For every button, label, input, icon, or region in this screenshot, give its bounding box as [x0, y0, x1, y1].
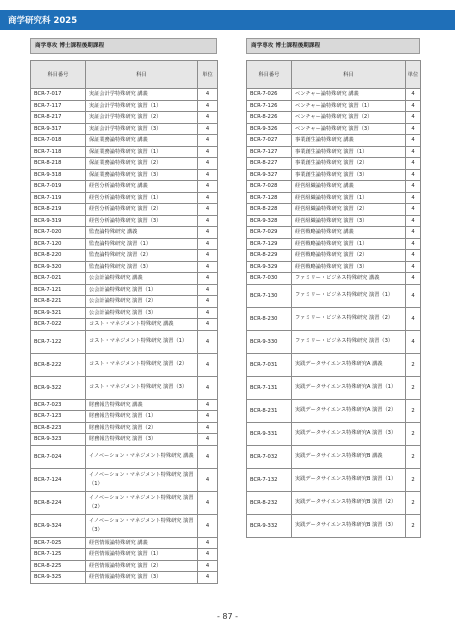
course-unit-cell: 4: [198, 560, 218, 572]
table-row: [31, 537, 218, 549]
right-table-header-row: [247, 61, 421, 89]
table-row: [247, 89, 421, 101]
table-row: [31, 330, 218, 353]
course-unit-cell: 4: [406, 100, 421, 112]
course-unit-cell: 4: [198, 100, 218, 112]
course-unit-cell: 4: [198, 89, 218, 101]
course-code-cell: BCR-9-317: [31, 123, 86, 135]
course-unit-cell: 4: [198, 192, 218, 204]
course-unit-cell: 4: [406, 284, 421, 307]
course-unit-cell: 4: [198, 261, 218, 273]
course-unit-cell: 4: [198, 112, 218, 124]
course-name-cell: 経営情報論特殊研究 演習（1）: [86, 549, 198, 561]
table-row: [247, 215, 421, 227]
course-code-cell: BCR-7-128: [247, 192, 292, 204]
course-name-cell: コスト・マネジメント特殊研究 演習（1）: [86, 330, 198, 353]
table-row: [247, 307, 421, 330]
course-code-cell: BCR-7-120: [31, 238, 86, 250]
table-row: [31, 319, 218, 331]
course-name-cell: 実践データサイエンス特殊研究A 講義: [292, 353, 406, 376]
table-row: [31, 353, 218, 376]
course-unit-cell: 2: [406, 376, 421, 399]
course-name-cell: イノベーション・マネジメント特殊研究 演習（2）: [86, 491, 198, 514]
course-code-cell: BCR-7-124: [31, 468, 86, 491]
course-name-cell: 経営組織論特殊研究 演習（1）: [292, 192, 406, 204]
course-name-cell: 経営情報論特殊研究 演習（2）: [86, 560, 198, 572]
course-code-cell: BCR-8-224: [31, 491, 86, 514]
course-code-cell: BCR-7-021: [31, 273, 86, 285]
course-code-cell: BCR-7-126: [247, 100, 292, 112]
course-name-cell: 監査論特殊研究 演習（2）: [86, 250, 198, 262]
table-row: [31, 307, 218, 319]
course-name-cell: ファミリー・ビジネス特殊研究 講義: [292, 273, 406, 285]
course-name-cell: 実践データサイエンス特殊研究A 演習（1）: [292, 376, 406, 399]
course-name-cell: 保証業務論特殊研究 演習（2）: [86, 158, 198, 170]
course-unit-cell: 4: [198, 135, 218, 147]
table-row: [31, 434, 218, 446]
table-row: [247, 250, 421, 262]
table-row: [31, 192, 218, 204]
course-name-cell: イノベーション・マネジメント特殊研究 演習（3）: [86, 514, 198, 537]
course-unit-cell: 4: [406, 181, 421, 193]
course-code-cell: BCR-7-019: [31, 181, 86, 193]
course-code-cell: BCR-7-026: [247, 89, 292, 101]
course-code-cell: BCR-8-220: [31, 250, 86, 262]
table-row: [31, 100, 218, 112]
course-code-cell: BCR-7-123: [31, 411, 86, 423]
course-name-cell: 保証業務論特殊研究 演習（1）: [86, 146, 198, 158]
course-code-cell: BCR-8-228: [247, 204, 292, 216]
course-unit-cell: 4: [406, 238, 421, 250]
course-code-cell: BCR-9-329: [247, 261, 292, 273]
course-unit-cell: 4: [198, 411, 218, 423]
course-unit-cell: 4: [198, 491, 218, 514]
table-row: [31, 112, 218, 124]
course-name-cell: 実証会計学特殊研究 講義: [86, 89, 198, 101]
course-name-cell: ファミリー・ビジネス特殊研究 演習（3）: [292, 330, 406, 353]
table-row: [247, 158, 421, 170]
course-name-cell: イノベーション・マネジメント特殊研究 演習（1）: [86, 468, 198, 491]
course-name-cell: ベンチャー論特殊研究 演習（2）: [292, 112, 406, 124]
course-unit-cell: 4: [198, 376, 218, 399]
course-unit-cell: 4: [406, 89, 421, 101]
table-row: [31, 549, 218, 561]
course-code-cell: BCR-8-231: [247, 399, 292, 422]
table-row: [247, 192, 421, 204]
course-unit-cell: 4: [198, 434, 218, 446]
course-code-cell: BCR-7-131: [247, 376, 292, 399]
course-unit-cell: 4: [198, 399, 218, 411]
course-code-cell: BCR-7-130: [247, 284, 292, 307]
course-name-cell: 財務報告特殊研究 演習（3）: [86, 434, 198, 446]
course-name-cell: コスト・マネジメント特殊研究 演習（2）: [86, 353, 198, 376]
table-row: [31, 261, 218, 273]
course-code-cell: BCR-8-226: [247, 112, 292, 124]
table-row: [247, 261, 421, 273]
course-unit-cell: 4: [406, 123, 421, 135]
course-unit-cell: 4: [198, 123, 218, 135]
table-row: [31, 123, 218, 135]
course-name-cell: 経営戦略論特殊研究 演習（2）: [292, 250, 406, 262]
course-name-cell: 保証業務論特殊研究 講義: [86, 135, 198, 147]
table-row: [31, 514, 218, 537]
course-unit-cell: 4: [198, 514, 218, 537]
course-unit-cell: 4: [198, 353, 218, 376]
table-row: [247, 238, 421, 250]
course-name-cell: 経営情報論特殊研究 演習（3）: [86, 572, 198, 584]
course-unit-cell: 4: [198, 468, 218, 491]
course-code-cell: BCR-8-217: [31, 112, 86, 124]
course-unit-cell: 4: [406, 192, 421, 204]
left-table-header-row: [31, 61, 218, 89]
table-row: [247, 468, 421, 491]
course-unit-cell: 4: [198, 284, 218, 296]
course-unit-cell: 4: [406, 273, 421, 285]
table-row: [247, 330, 421, 353]
course-unit-cell: 4: [198, 296, 218, 308]
course-code-cell: BCR-8-232: [247, 491, 292, 514]
right-header-unit: 単位: [406, 61, 421, 89]
table-row: [247, 514, 421, 537]
course-unit-cell: 4: [406, 307, 421, 330]
course-name-cell: 事業創生論特殊研究 演習（1）: [292, 146, 406, 158]
table-row: [247, 273, 421, 285]
course-code-cell: BCR-8-223: [31, 422, 86, 434]
course-unit-cell: 4: [198, 250, 218, 262]
course-code-cell: BCR-9-321: [31, 307, 86, 319]
course-unit-cell: 4: [406, 215, 421, 227]
table-row: [31, 445, 218, 468]
course-name-cell: イノベーション・マネジメント特殊研究 講義: [86, 445, 198, 468]
table-row: [247, 135, 421, 147]
course-unit-cell: 4: [198, 158, 218, 170]
course-code-cell: BCR-7-122: [31, 330, 86, 353]
course-unit-cell: 4: [406, 135, 421, 147]
course-code-cell: BCR-9-319: [31, 215, 86, 227]
course-code-cell: BCR-7-119: [31, 192, 86, 204]
left-section-title: 商学専攻 博士課程後期課程: [30, 38, 217, 54]
course-unit-cell: 2: [406, 445, 421, 468]
course-name-cell: 経営情報論特殊研究 講義: [86, 537, 198, 549]
course-unit-cell: 4: [406, 330, 421, 353]
table-row: [31, 296, 218, 308]
course-name-cell: 財務報告特殊研究 演習（1）: [86, 411, 198, 423]
course-code-cell: BCR-7-031: [247, 353, 292, 376]
course-code-cell: BCR-7-017: [31, 89, 86, 101]
course-unit-cell: 4: [198, 572, 218, 584]
course-name-cell: 実証会計学特殊研究 演習（2）: [86, 112, 198, 124]
course-code-cell: BCR-9-328: [247, 215, 292, 227]
course-name-cell: 実践データサイエンス特殊研究B 演習（1）: [292, 468, 406, 491]
table-row: [247, 123, 421, 135]
course-name-cell: コスト・マネジメント特殊研究 演習（3）: [86, 376, 198, 399]
course-unit-cell: 4: [198, 273, 218, 285]
course-unit-cell: 4: [198, 146, 218, 158]
table-row: [247, 112, 421, 124]
course-name-cell: 公会計論特殊研究 演習（1）: [86, 284, 198, 296]
course-code-cell: BCR-9-318: [31, 169, 86, 181]
course-code-cell: BCR-7-125: [31, 549, 86, 561]
course-unit-cell: 4: [198, 537, 218, 549]
table-row: [31, 250, 218, 262]
course-name-cell: 経営戦略論特殊研究 演習（3）: [292, 261, 406, 273]
left-header-code: 科目番号: [31, 61, 86, 89]
course-code-cell: BCR-9-327: [247, 169, 292, 181]
course-name-cell: 経営組織論特殊研究 講義: [292, 181, 406, 193]
course-name-cell: 実践データサイエンス特殊研究A 演習（2）: [292, 399, 406, 422]
course-name-cell: ベンチャー論特殊研究 演習（3）: [292, 123, 406, 135]
course-unit-cell: 4: [198, 204, 218, 216]
course-name-cell: 公会計論特殊研究 講義: [86, 273, 198, 285]
course-unit-cell: 4: [406, 146, 421, 158]
course-name-cell: 監査論特殊研究 講義: [86, 227, 198, 239]
table-row: [31, 181, 218, 193]
course-name-cell: 監査論特殊研究 演習（1）: [86, 238, 198, 250]
table-row: [31, 89, 218, 101]
course-name-cell: 経営分析論特殊研究 演習（2）: [86, 204, 198, 216]
course-code-cell: BCR-9-320: [31, 261, 86, 273]
left-course-panel: [30, 38, 217, 584]
course-code-cell: BCR-7-121: [31, 284, 86, 296]
course-unit-cell: 4: [406, 261, 421, 273]
course-code-cell: BCR-9-326: [247, 123, 292, 135]
course-code-cell: BCR-9-325: [31, 572, 86, 584]
table-row: [31, 227, 218, 239]
table-row: [247, 445, 421, 468]
table-row: [31, 491, 218, 514]
course-code-cell: BCR-7-018: [31, 135, 86, 147]
course-code-cell: BCR-8-219: [31, 204, 86, 216]
table-row: [247, 284, 421, 307]
course-name-cell: 実証会計学特殊研究 演習（3）: [86, 123, 198, 135]
course-unit-cell: 4: [198, 319, 218, 331]
course-unit-cell: 2: [406, 399, 421, 422]
table-row: [247, 227, 421, 239]
table-row: [247, 204, 421, 216]
left-course-table: [30, 60, 218, 584]
course-name-cell: 財務報告特殊研究 演習（2）: [86, 422, 198, 434]
table-row: [31, 411, 218, 423]
table-row: [247, 100, 421, 112]
course-code-cell: BCR-9-332: [247, 514, 292, 537]
course-name-cell: 実践データサイエンス特殊研究B 演習（3）: [292, 514, 406, 537]
course-name-cell: 経営分析論特殊研究 演習（3）: [86, 215, 198, 227]
course-name-cell: 経営分析論特殊研究 演習（1）: [86, 192, 198, 204]
course-unit-cell: 4: [198, 238, 218, 250]
table-row: [247, 376, 421, 399]
table-row: [31, 399, 218, 411]
course-unit-cell: 4: [198, 169, 218, 181]
table-row: [31, 215, 218, 227]
table-row: [31, 560, 218, 572]
right-course-table: [246, 60, 421, 538]
table-row: [247, 353, 421, 376]
course-code-cell: BCR-8-229: [247, 250, 292, 262]
course-name-cell: ファミリー・ビジネス特殊研究 演習（1）: [292, 284, 406, 307]
course-name-cell: 実践データサイエンス特殊研究B 演習（2）: [292, 491, 406, 514]
course-name-cell: 経営組織論特殊研究 演習（2）: [292, 204, 406, 216]
course-name-cell: 事業創生論特殊研究 演習（3）: [292, 169, 406, 181]
course-unit-cell: 2: [406, 422, 421, 445]
course-name-cell: 経営組織論特殊研究 演習（3）: [292, 215, 406, 227]
course-code-cell: BCR-7-127: [247, 146, 292, 158]
table-row: [31, 238, 218, 250]
table-row: [31, 468, 218, 491]
course-code-cell: BCR-7-020: [31, 227, 86, 239]
course-name-cell: 経営分析論特殊研究 講義: [86, 181, 198, 193]
header-bar: [0, 10, 455, 30]
course-code-cell: BCR-7-025: [31, 537, 86, 549]
right-header-code: 科目番号: [247, 61, 292, 89]
course-code-cell: BCR-8-221: [31, 296, 86, 308]
table-row: [31, 273, 218, 285]
course-unit-cell: 4: [198, 181, 218, 193]
course-code-cell: BCR-9-322: [31, 376, 86, 399]
course-name-cell: 実践データサイエンス特殊研究B 講義: [292, 445, 406, 468]
course-unit-cell: 4: [406, 204, 421, 216]
course-unit-cell: 4: [406, 158, 421, 170]
course-code-cell: BCR-7-024: [31, 445, 86, 468]
table-row: [31, 169, 218, 181]
course-code-cell: BCR-7-023: [31, 399, 86, 411]
course-name-cell: 事業創生論特殊研究 演習（2）: [292, 158, 406, 170]
course-unit-cell: 2: [406, 491, 421, 514]
table-row: [247, 181, 421, 193]
course-code-cell: BCR-8-218: [31, 158, 86, 170]
course-code-cell: BCR-7-132: [247, 468, 292, 491]
course-unit-cell: 4: [198, 422, 218, 434]
course-code-cell: BCR-8-230: [247, 307, 292, 330]
course-name-cell: 経営戦略論特殊研究 講義: [292, 227, 406, 239]
table-row: [247, 399, 421, 422]
course-name-cell: ベンチャー論特殊研究 演習（1）: [292, 100, 406, 112]
course-unit-cell: 4: [406, 227, 421, 239]
table-row: [247, 491, 421, 514]
course-unit-cell: 4: [406, 112, 421, 124]
course-unit-cell: 4: [198, 307, 218, 319]
course-name-cell: 経営戦略論特殊研究 演習（1）: [292, 238, 406, 250]
course-name-cell: 財務報告特殊研究 講義: [86, 399, 198, 411]
course-code-cell: BCR-8-227: [247, 158, 292, 170]
table-row: [31, 422, 218, 434]
course-name-cell: コスト・マネジメント特殊研究 講義: [86, 319, 198, 331]
course-code-cell: BCR-7-029: [247, 227, 292, 239]
table-row: [31, 135, 218, 147]
course-unit-cell: 4: [406, 250, 421, 262]
course-name-cell: ファミリー・ビジネス特殊研究 演習（2）: [292, 307, 406, 330]
table-row: [31, 204, 218, 216]
course-unit-cell: 2: [406, 353, 421, 376]
course-code-cell: BCR-7-129: [247, 238, 292, 250]
course-code-cell: BCR-9-330: [247, 330, 292, 353]
right-course-panel: [246, 38, 420, 538]
course-unit-cell: 4: [406, 169, 421, 181]
course-unit-cell: 4: [198, 330, 218, 353]
course-unit-cell: 4: [198, 445, 218, 468]
course-code-cell: BCR-7-032: [247, 445, 292, 468]
course-code-cell: BCR-7-030: [247, 273, 292, 285]
course-code-cell: BCR-7-028: [247, 181, 292, 193]
right-section-title: 商学専攻 博士課程後期課程: [246, 38, 420, 54]
course-unit-cell: 4: [198, 227, 218, 239]
course-unit-cell: 2: [406, 468, 421, 491]
course-code-cell: BCR-9-323: [31, 434, 86, 446]
course-code-cell: BCR-7-117: [31, 100, 86, 112]
course-name-cell: ベンチャー論特殊研究 講義: [292, 89, 406, 101]
course-code-cell: BCR-9-331: [247, 422, 292, 445]
course-name-cell: 監査論特殊研究 演習（3）: [86, 261, 198, 273]
course-code-cell: BCR-8-225: [31, 560, 86, 572]
course-unit-cell: 4: [198, 549, 218, 561]
course-code-cell: BCR-8-222: [31, 353, 86, 376]
course-name-cell: 公会計論特殊研究 演習（3）: [86, 307, 198, 319]
course-code-cell: BCR-7-027: [247, 135, 292, 147]
table-row: [31, 158, 218, 170]
table-row: [31, 284, 218, 296]
course-name-cell: 事業創生論特殊研究 講義: [292, 135, 406, 147]
table-row: [31, 572, 218, 584]
left-header-unit: 単位: [198, 61, 218, 89]
left-header-name: 科目: [86, 61, 198, 89]
header-title: 商学研究科 2025: [8, 16, 78, 26]
course-name-cell: 実証会計学特殊研究 演習（1）: [86, 100, 198, 112]
table-row: [247, 422, 421, 445]
course-code-cell: BCR-7-022: [31, 319, 86, 331]
right-header-name: 科目: [292, 61, 406, 89]
course-code-cell: BCR-9-324: [31, 514, 86, 537]
page-number: - 87 -: [216, 612, 239, 621]
course-name-cell: 実践データサイエンス特殊研究A 演習（3）: [292, 422, 406, 445]
table-row: [31, 146, 218, 158]
course-unit-cell: 4: [198, 215, 218, 227]
course-unit-cell: 2: [406, 514, 421, 537]
table-row: [31, 376, 218, 399]
table-row: [247, 169, 421, 181]
course-code-cell: BCR-7-118: [31, 146, 86, 158]
course-name-cell: 保証業務論特殊研究 演習（3）: [86, 169, 198, 181]
course-name-cell: 公会計論特殊研究 演習（2）: [86, 296, 198, 308]
table-row: [247, 146, 421, 158]
